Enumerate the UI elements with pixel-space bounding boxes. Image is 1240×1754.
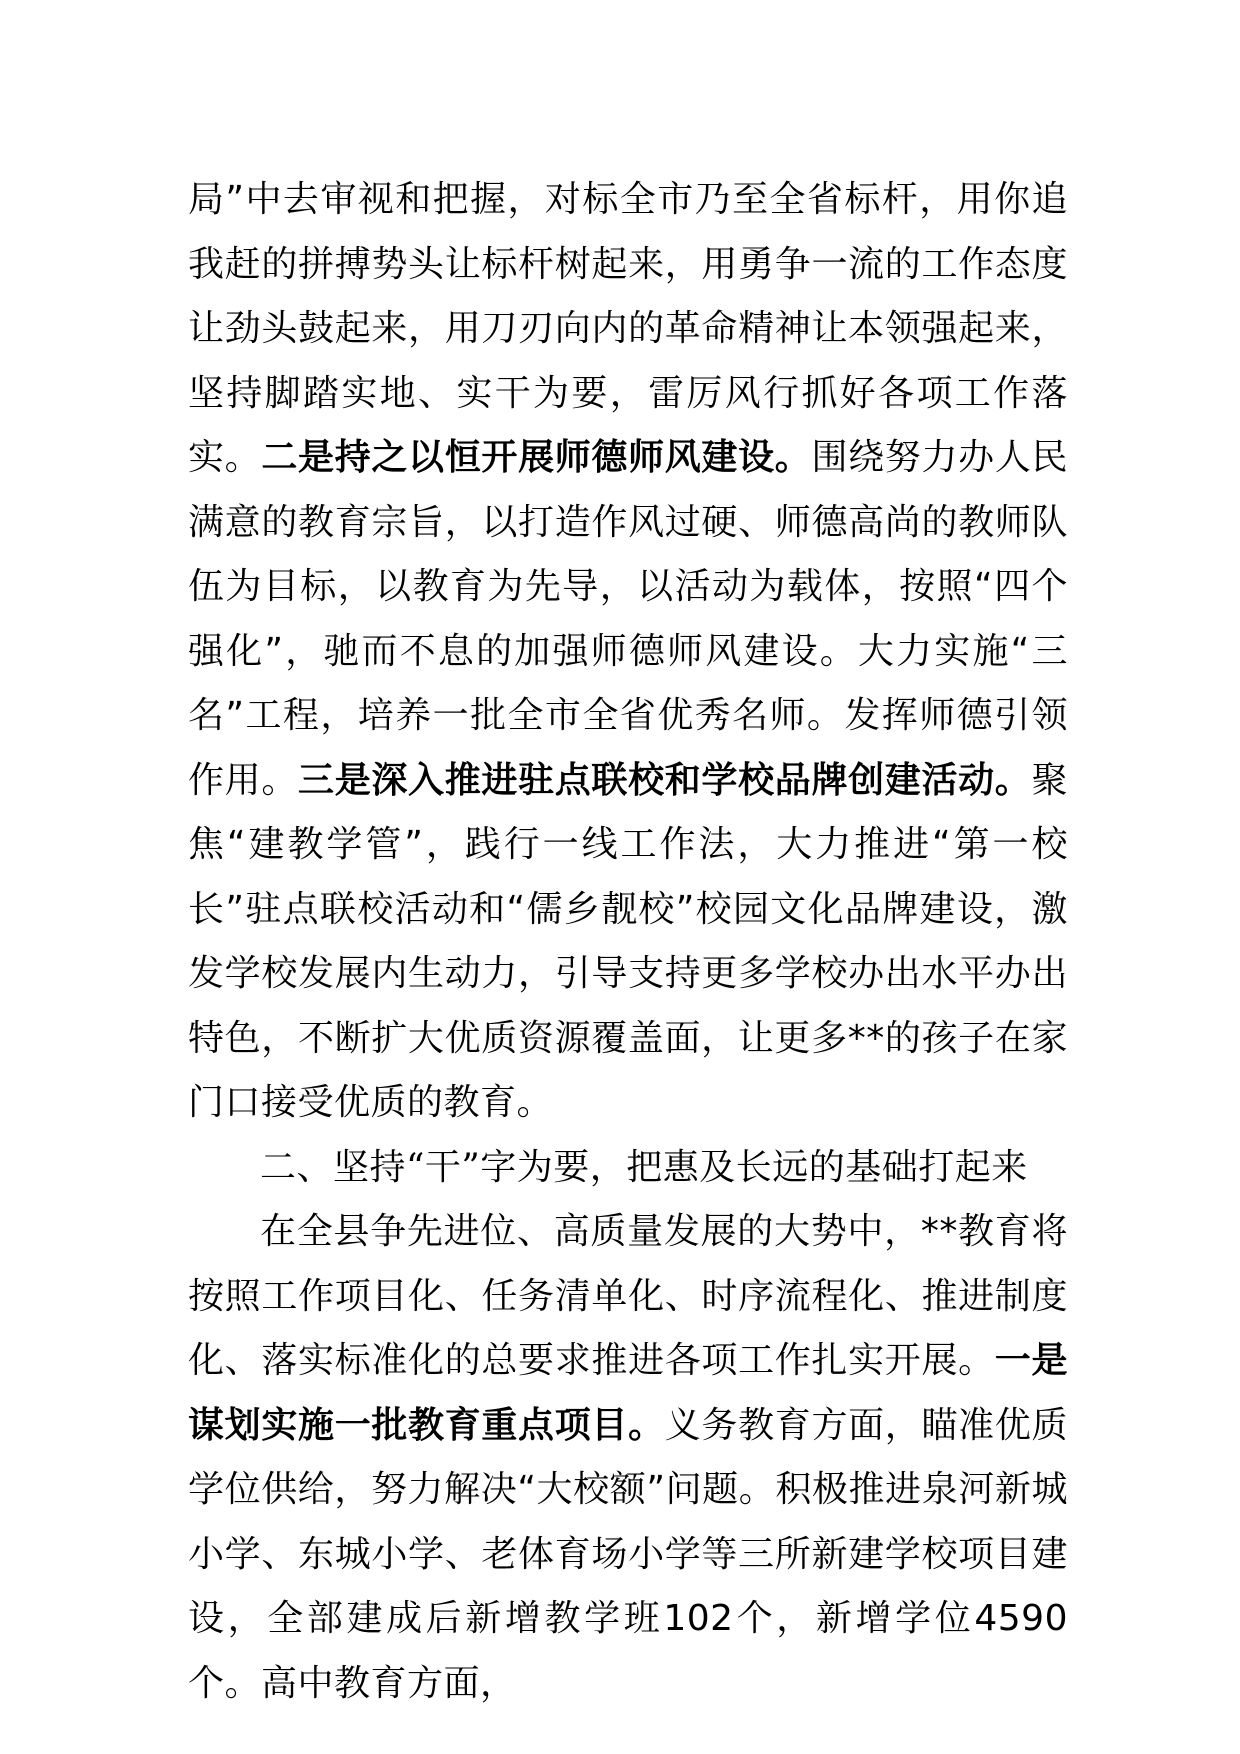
bold-point-one: 一是谋划实施一批教育重点项目。 (188, 1340, 1068, 1446)
paragraph-section-two (188, 1200, 1068, 1716)
bold-point-three: 三是深入推进驻点联校和学校品牌创建活动。 (298, 759, 1032, 801)
section-heading: 二、坚持“干”字为要，把惠及长远的基础打起来 (260, 1146, 1028, 1188)
paragraph-text: 在全县争先进位、高质量发展的大势中，**教育将按照工作项目化、任务清单化、时序流程化、推进制度化、落实标准化的总要求推进各项工作扎实开展。 (188, 1211, 1068, 1381)
paragraph-continued (188, 168, 1068, 1136)
paragraph-text: 局”中去审视和把握，对标全市乃至全省标杆，用你追我赶的拼搏势头让标杆树起来，用勇争一流的工作态度让劲头鼓起来，用刀刃向内的革命精神让本领强起来，坚持脚踏实地、实干为要，雷厉风行抓好各项工作落实。 (188, 179, 1068, 478)
paragraph-text: 围绕努力办人民满意的教育宗旨，以打造作风过硬、师德高尚的教师队伍为目标，以教育为先导，以活动为载体，按照“四个强化”，驰而不息的加强师德师风建设。大力实施“三名”工程，培养一批全市全省优秀名师。发挥师德引领作用。 (188, 437, 1068, 801)
document-body (188, 168, 1068, 1716)
paragraph-text: 聚焦“建教学管”，践行一线工作法，大力推进“第一校长”驻点联校活动和“儒乡靓校”校园文化品牌建设，激发学校发展内生动力，引导支持更多学校办出水平办出特色，不断扩大优质资源覆盖面，让更多**的孩子在家门口接受优质的教育。 (188, 759, 1068, 1123)
paragraph-text: 义务教育方面，瞄准优质学位供给，努力解决“大校额”问题。积极推进泉河新城小学、东城小学、老体育场小学等三所新建学校项目建设，全部建成后新增教学班102个，新增学位4590个。高中教育方面， (188, 1404, 1068, 1704)
bold-point-two: 二是持之以恒开展师德师风建设。 (261, 437, 812, 478)
